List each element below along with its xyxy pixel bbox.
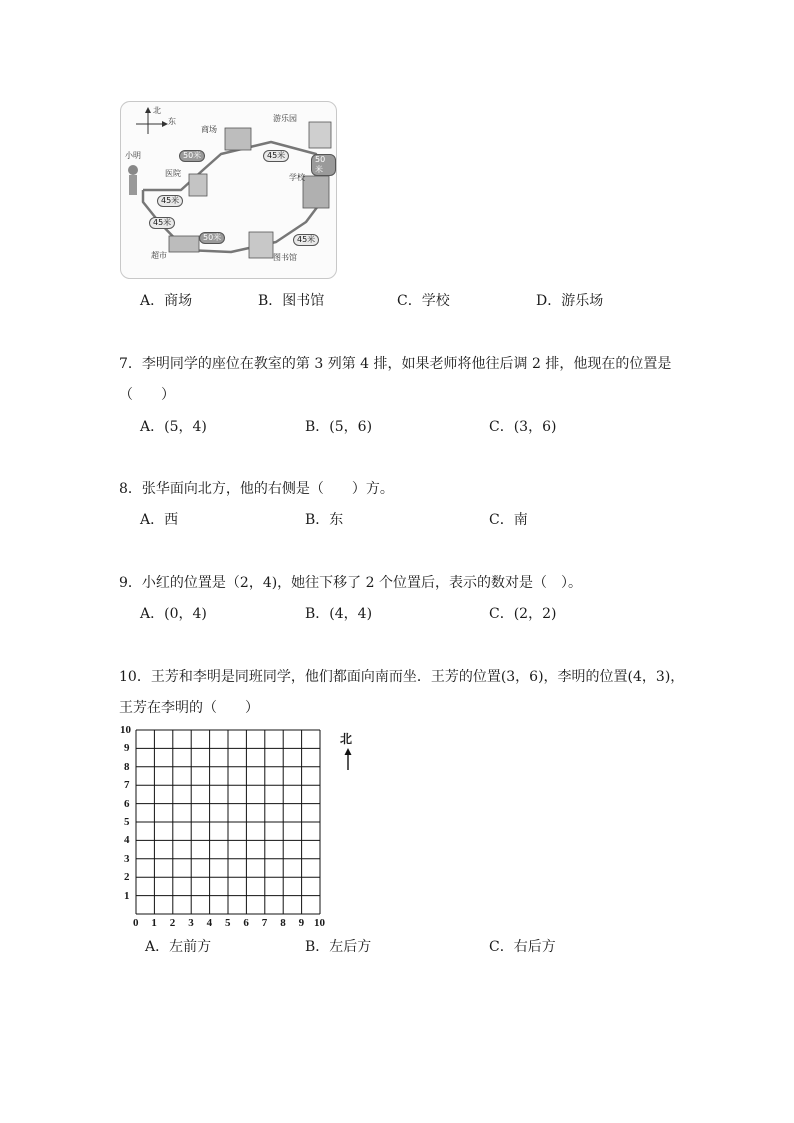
x-axis-label: 3 — [188, 917, 194, 929]
q6-option-d[interactable]: D．游乐场 — [536, 293, 604, 309]
x-axis-label: 9 — [298, 917, 305, 929]
x-axis-label: 10 — [314, 917, 325, 929]
y-axis-label: 2 — [124, 871, 130, 884]
x-axis-label: 4 — [206, 917, 213, 929]
q9-option-b[interactable]: B．(4，4) — [305, 606, 373, 622]
map-xiaoming-label: 小明 — [125, 151, 141, 160]
map-park-label: 游乐园 — [273, 114, 297, 123]
map-mall-label: 商场 — [201, 125, 217, 134]
q6-option-a[interactable]: A．商场 — [140, 293, 193, 309]
y-axis-label: 10 — [120, 724, 131, 736]
q8-option-a[interactable]: A．西 — [140, 512, 179, 528]
map-distance-pill: 50米 — [199, 232, 225, 244]
y-axis-label: 3 — [124, 852, 130, 865]
map-supermarket-label: 超市 — [151, 251, 167, 260]
q6-option-b[interactable]: B．图书馆 — [258, 293, 325, 309]
map-library-label: 图书馆 — [273, 253, 297, 262]
x-axis-label: 8 — [280, 917, 286, 929]
question-6-map — [120, 101, 337, 279]
map-distance-pill: 45米 — [149, 217, 175, 229]
q6-option-c[interactable]: C．学校 — [397, 293, 450, 309]
q10-text-line-2: 王芳在李明的（ ） — [119, 700, 259, 716]
map-north-label: 北 — [153, 106, 161, 115]
q8-text: 8．张华面向北方，他的右侧是（ ）方。 — [119, 481, 394, 497]
map-hospital-label: 医院 — [165, 169, 181, 178]
y-axis-label: 9 — [124, 742, 130, 755]
q9-option-a[interactable]: A．(0，4) — [140, 606, 207, 622]
q7-option-b[interactable]: B．(5，6) — [305, 419, 373, 435]
q7-text: 7．李明同学的座位在教室的第 3 列第 4 排，如果老师将他往后调 2 排，他现在的位置是 — [119, 356, 672, 372]
grid-north-label: 北 — [340, 732, 353, 746]
q7-blank: （ ） — [119, 387, 175, 403]
q10-option-b[interactable]: B．左后方 — [305, 939, 372, 955]
y-axis-label: 6 — [124, 797, 130, 810]
q9-option-c[interactable]: C．(2，2) — [489, 606, 557, 622]
x-axis-label: 0 — [133, 917, 139, 929]
map-school-label: 学校 — [289, 173, 305, 182]
coordinate-grid — [118, 722, 358, 927]
q10-text-line-1: 10．王芳和李明是同班同学，他们都面向南而坐．王芳的位置(3，6)，李明的位置(4，3)， — [119, 669, 685, 685]
q7-option-c[interactable]: C．(3，6) — [489, 419, 557, 435]
y-axis-label: 8 — [124, 760, 130, 773]
q10-option-a[interactable]: A．左前方 — [145, 939, 212, 955]
q7-option-a[interactable]: A．(5，4) — [140, 419, 207, 435]
grid-lines — [118, 722, 358, 927]
q10-option-c[interactable]: C．右后方 — [489, 939, 556, 955]
x-axis-label: 1 — [151, 917, 157, 929]
x-axis-label: 6 — [243, 917, 249, 929]
y-axis-label: 5 — [124, 816, 130, 828]
y-axis-label: 4 — [124, 834, 130, 847]
map-distance-pill: 50米 — [179, 150, 205, 162]
x-axis-label: 2 — [169, 917, 176, 929]
q9-text: 9．小红的位置是（2，4)，她往下移了 2 个位置后，表示的数对是（ ）。 — [119, 575, 582, 591]
x-axis-label: 7 — [261, 917, 268, 929]
north-arrow-icon — [343, 748, 353, 772]
map-distance-pill: 45米 — [293, 234, 319, 246]
map-distance-pill: 45米 — [263, 150, 289, 162]
y-axis-label: 1 — [124, 889, 130, 902]
map-distance-pill: 45米 — [157, 195, 183, 207]
x-axis-label: 5 — [225, 917, 231, 929]
y-axis-label: 7 — [124, 779, 130, 792]
map-east-label: 东 — [168, 117, 176, 126]
q8-option-c[interactable]: C．南 — [489, 512, 528, 528]
q8-option-b[interactable]: B．东 — [305, 512, 344, 528]
map-distance-pill: 50米 — [311, 154, 336, 176]
